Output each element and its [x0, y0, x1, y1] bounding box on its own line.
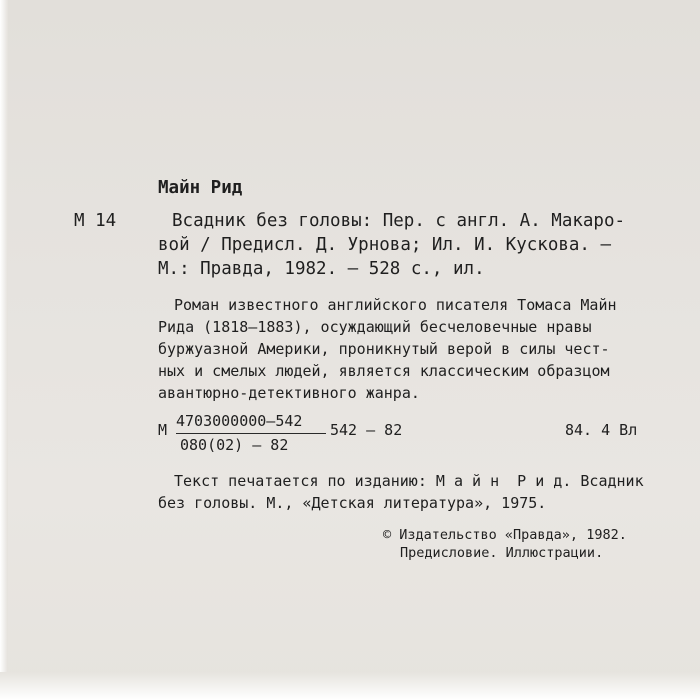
bbk-index: М 14 — [74, 211, 117, 231]
annotation-line-5: авантюрно-детективного жанра. — [158, 384, 420, 402]
catalog-middle: 542 — 82 — [330, 421, 403, 439]
author-name: Майн Рид — [158, 178, 243, 198]
page-edge — [0, 0, 8, 700]
catalog-classification: 84. 4 Вл — [565, 421, 638, 439]
annotation-line-1: Роман известного английского писателя Томаса Майн — [174, 296, 617, 314]
biblio-line-2: вой / Предисл. Д. Урнова; Ил. И. Кускова. — — [158, 235, 612, 255]
annotation-line-2: Рида (1818—1883), осуждающий бесчеловечные нравы — [158, 318, 592, 336]
biblio-line-1: Всадник без головы: Пер. с англ. А. Макаро- — [172, 211, 626, 231]
annotation-line-3: буржуазной Америки, проникнутый верой в силы чест- — [158, 340, 610, 358]
page-bottom-edge — [0, 672, 700, 700]
source-line-2: без головы. М., «Детская литература», 1975. — [158, 494, 547, 512]
catalog-numerator: 4703000000—542 — [176, 412, 303, 430]
biblio-line-3: М.: Правда, 1982. — 528 с., ил. — [158, 259, 485, 279]
source-line-1: Текст печатается по изданию: М а й н Р и д. Всадник — [174, 472, 644, 490]
catalog-letter: М — [158, 421, 168, 439]
annotation-line-4: ных и смелых людей, является классическим образцом — [158, 362, 610, 380]
fraction-bar — [176, 433, 326, 434]
copyright-line-2: Предисловие. Иллюстрации. — [400, 545, 604, 561]
copyright-line-1: © Издательство «Правда», 1982. — [383, 527, 627, 543]
catalog-denominator: 080(02) — 82 — [180, 436, 289, 454]
